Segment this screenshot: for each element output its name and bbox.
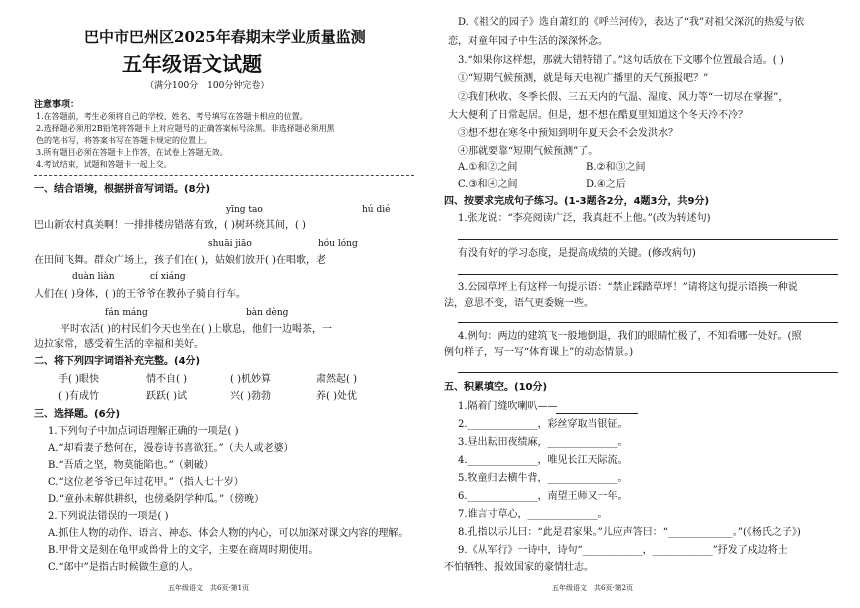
fill-item: 不怕牺牲、报效国家的豪情壮志。	[444, 562, 594, 573]
answer-line	[458, 239, 838, 240]
question-line: 有没有好的学习态度，是提高成绩的关键。(修改病句)	[458, 248, 696, 259]
option-line: D.《祖父的园子》选自萧红的《呼兰河传》，表达了“我”对祖父深沉的热爱与依	[458, 17, 805, 28]
idiom-cell: 养( )处优	[316, 391, 357, 402]
notes-divider	[34, 175, 414, 176]
fill-item: 7.谁言寸草心，______________。	[458, 509, 608, 520]
fill-item: 9.《从军行》一诗中，诗句“____________，____________”抒发了戍边将士	[458, 545, 788, 556]
fill-item: 6.______________，南望王师又一年。	[458, 491, 628, 502]
question-line: 3.公园草坪上有这样一句提示语：“禁止踩踏草坪！”请将这句提示语换一种说	[458, 282, 798, 293]
question-line: 1.张龙说：“李亮阅读广泛，我真赶不上他。”(改为转述句)	[458, 213, 711, 224]
passage-line: ③想不想在寒冬中预知到明年夏天会不会发洪水？	[458, 128, 678, 139]
answer-line	[458, 372, 838, 373]
passage-line: ④那就要靠“短期气候预测”了。	[458, 146, 599, 157]
page-footer: 五年级语文 共6页·第2页	[552, 584, 634, 592]
option-line: C.“这位老爷爷已年过花甲。”（指人七十岁）	[48, 477, 244, 488]
choice-option: C.③和④之间	[458, 179, 518, 190]
idiom-cell: 手( )眼快	[58, 374, 99, 385]
note-item: 3.所有题目必须在答题卡上作答，在试卷上答题无效。	[36, 148, 228, 157]
option-line: B.甲骨文是刻在龟甲或兽骨上的文字，主要在商周时期使用。	[48, 545, 319, 556]
choice-option: B.②和③之间	[586, 162, 646, 173]
exam-page-right	[430, 0, 860, 608]
note-item: 4.考试结束，试题和答题卡一起上交。	[36, 160, 172, 169]
question-line: 4.例句：两边的建筑飞一般地倒退，我们的眼睛忙极了，不知看哪一处好。(照	[458, 331, 802, 342]
option-line: C.“郎中”是指古时候做生意的人。	[48, 562, 199, 573]
section5-title: 五、积累填空。(10分)	[444, 382, 548, 393]
passage-line: 在田间飞舞。群众广场上，孩子们在( )，姑娘们放开( )在唱歌，老	[34, 255, 326, 266]
pinyin: hóu lóng	[318, 239, 358, 249]
fill-item: 5.牧童归去横牛背，______________。	[458, 473, 628, 484]
exam-score-time: （满分100分 100分钟完卷）	[145, 81, 270, 91]
passage-line: 边拉家常，感受着生活的幸福和美好。	[34, 339, 204, 350]
passage-line: ①“短期气候预测，就是每天电视广播里的天气预报吧？”	[458, 73, 709, 84]
fill-item: 2.______________，彩丝穿取当银钲。	[458, 419, 628, 430]
fill-item: 4.______________，唯见长江天际流。	[458, 455, 628, 466]
idiom-cell: 兴( )勃勃	[230, 391, 271, 402]
question-line: 3.“如果你这样想，那就大错特错了。”这句话放在下文哪个位置最合适。( )	[458, 55, 784, 66]
pinyin: yīng tao	[226, 205, 263, 215]
idiom-cell: 肃然起( )	[316, 374, 357, 385]
choice-option: A.①和②之间	[458, 162, 518, 173]
section3-title: 三、选择题。(6分)	[34, 409, 121, 420]
pinyin: hú dié	[362, 205, 391, 215]
choice-option: D.④之后	[586, 179, 626, 190]
pinyin: shuāi jiāo	[208, 239, 252, 249]
pinyin: cí xiáng	[150, 272, 186, 282]
pinyin: duàn liàn	[72, 272, 115, 282]
exam-title: 巴中市巴州区2025年春期末学业质量监测	[84, 28, 366, 46]
pinyin: fán máng	[105, 308, 148, 318]
idiom-cell: ( )有成竹	[58, 391, 99, 402]
idiom-cell: 情不自( )	[146, 374, 187, 385]
fill-item: 3.昼出耘田夜绩麻，______________。	[458, 437, 628, 448]
question-line: 1.下列句子中加点词语理解正确的一项是( )	[48, 426, 239, 437]
pinyin: bàn dèng	[246, 308, 289, 318]
fill-blank	[556, 413, 638, 414]
note-item: 色的笔书写，将答案书写在答题卡规定的位置上。	[36, 136, 212, 145]
option-line: A.“却看妻子愁何在，漫卷诗书喜欲狂。”（夫人或老婆）	[48, 443, 294, 454]
answer-line	[458, 274, 838, 275]
passage-line: 巴山新农村真美啊！一排排楼房错落有致，( )树环绕其间，( )	[34, 220, 306, 231]
section2-title: 二、将下列四字词语补充完整。(4分)	[34, 356, 201, 367]
question-line: 例句样子，写一写“体育课上”的动态情景。)	[444, 347, 634, 358]
option-line: B.“吾盾之坚，物莫能陷也。”（刺破）	[48, 460, 214, 471]
exam-subject-title: 五年级语文试题	[122, 52, 262, 76]
question-line: 2.下列说法错误的一项是( )	[48, 511, 169, 522]
passage-line: 大大便利了日常起居。但是，想不想在酷夏里知道这个冬天冷不冷？	[448, 110, 748, 121]
idiom-cell: 跃跃( )试	[146, 391, 187, 402]
question-line: 法，意思不变，语气更委婉一些。	[444, 298, 594, 309]
option-line: 恋，对童年园子中生活的深深怀念。	[448, 36, 608, 47]
answer-line	[458, 322, 838, 323]
passage-line: 平时农活( )的村民们今天也坐在( )上歇息，他们一边喝茶，一	[60, 324, 332, 335]
idiom-cell: ( )机妙算	[230, 374, 271, 385]
passage-line: 人们在( )身体，( )的王爷爷在教孙子骑自行车。	[34, 289, 246, 300]
note-item: 2.选择题必须用2B铅笔将答题卡上对应题号的正确答案标号涂黑。非选择题必须用黑	[36, 124, 335, 133]
section1-title: 一、结合语境，根据拼音写词语。(8分)	[34, 184, 211, 195]
fill-item: 1.隔着门缝吹喇叭——	[458, 401, 558, 412]
passage-line: ②我们秋收、冬季长假、三五天内的气温、湿度、风力等“一切尽在掌握”，	[458, 92, 789, 103]
note-item: 1.在答题前，考生必须将自己的学校、姓名、考号填写在答题卡相应的位置。	[36, 112, 308, 121]
fill-item: 8.孔指以示儿曰：“此是君家果。”儿应声答曰：“_____________。”(《杨氏之子》)	[458, 527, 801, 538]
section4-title: 四、按要求完成句子练习。(1-3题各2分，4题3分，共9分)	[444, 196, 710, 207]
notes-header: 注意事项：	[34, 100, 80, 110]
page-footer: 五年级语文 共6页·第1页	[168, 584, 250, 592]
option-line: A.抓住人物的动作、语言、神态、体会人物的内心，可以加深对课文内容的理解。	[48, 528, 409, 539]
option-line: D.“童孙未解供耕织，也傍桑阴学种瓜。”（傍晚）	[48, 494, 265, 505]
